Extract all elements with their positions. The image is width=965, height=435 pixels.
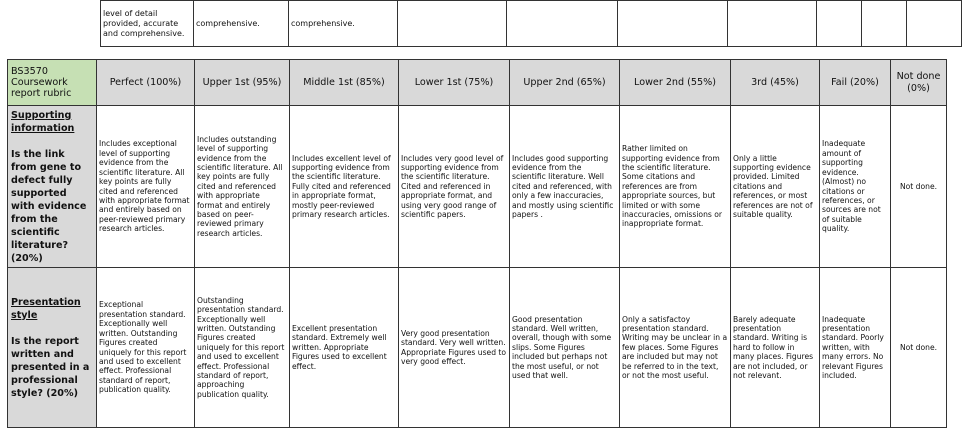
- grade-header: Middle 1st (85%): [290, 60, 399, 106]
- criterion-title: Supporting information: [11, 109, 75, 134]
- rubric-table: [7, 59, 947, 428]
- criterion-question: Is the link from gene to defect fully supported with evidence from the scientific literature? (20%): [11, 148, 87, 264]
- grade-header: Lower 2nd (55%): [620, 60, 731, 106]
- previous-row-cell: [728, 1, 817, 47]
- previous-row-cell: comprehensive.: [194, 1, 289, 47]
- previous-row-cell: level of detail provided, accurate and comprehensive.: [101, 1, 194, 47]
- descriptor-cell: Excellent presentation standard. Extremely well written. Appropriate Figures used to excellent effect.: [290, 268, 399, 428]
- descriptor-cell: Includes outstanding level of supporting evidence from the scientific literature. All key points are fully cited and referenced with appropriate format and entirely based on peer-reviewed primary research articles.: [195, 106, 290, 268]
- previous-row-cell: [398, 1, 507, 47]
- criterion-cell: [8, 268, 97, 428]
- descriptor-cell: Very good presentation standard. Very well written. Appropriate Figures used to very good effect.: [399, 268, 510, 428]
- grade-header: Lower 1st (75%): [399, 60, 510, 106]
- descriptor-cell: Outstanding presentation standard. Exceptionally well written. Outstanding Figures created uniquely for this report and used to excellent effect. Professional standard of report, approaching publication quality.: [195, 268, 290, 428]
- descriptor-cell: Includes very good level of supporting evidence from the scientific literature. Cited and referenced in appropriate format, and using very good range of scientific papers.: [399, 106, 510, 268]
- previous-row-cell: [618, 1, 728, 47]
- criterion-row-presentation-style: [8, 268, 947, 428]
- grade-header: Fail (20%): [820, 60, 891, 106]
- grade-header: Not done (0%): [891, 60, 947, 106]
- descriptor-cell: Exceptional presentation standard. Exceptionally well written. Outstanding Figures created uniquely for this report and used to excellent effect. Professional standard of report, publication quality.: [97, 268, 195, 428]
- previous-row-cell: [907, 1, 962, 47]
- previous-row-cell: comprehensive.: [289, 1, 398, 47]
- criterion-cell: [8, 106, 97, 268]
- previous-row-cell: [817, 1, 862, 47]
- descriptor-cell: Includes excellent level of supporting evidence from the scientific literature. Fully cited and referenced in appropriate format, mostly peer-reviewed primary research articles.: [290, 106, 399, 268]
- rubric-title: BS3570 Coursework report rubric: [8, 60, 97, 106]
- grade-header: 3rd (45%): [731, 60, 820, 106]
- descriptor-cell: Includes good supporting evidence from the scientific literature. Well cited and referenced, with only a few inaccuracies, and mostly using scientific papers .: [510, 106, 620, 268]
- previous-row-cell: [507, 1, 618, 47]
- descriptor-cell: Only a satisfactoy presentation standard. Writing may be unclear in a few places. Some Figures are included but may not be referred to in the text, or not the most useful.: [620, 268, 731, 428]
- previous-row-table: [100, 0, 962, 47]
- previous-row: [101, 1, 962, 47]
- descriptor-cell: Not done.: [891, 268, 947, 428]
- rubric-header-row: [8, 60, 947, 106]
- criterion-title: Presentation style: [11, 296, 81, 321]
- grade-header: Perfect (100%): [97, 60, 195, 106]
- descriptor-cell: Includes exceptional level of supporting evidence from the scientific literature. All key points are fully cited and referenced with appropriate format and entirely based on peer-reviewed primary research articles.: [97, 106, 195, 268]
- descriptor-cell: Barely adequate presentation standard. Writing is hard to follow in many places. Figures are not included, or not relevant.: [731, 268, 820, 428]
- descriptor-cell: Inadequate presentation standard. Poorly written, with many errors. No relevant Figures included.: [820, 268, 891, 428]
- criterion-question: Is the report written and presented in a professional style? (20%): [11, 335, 90, 399]
- descriptor-cell: Inadequate amount of supporting evidence. (Almost) no citations or references, or sources are not of suitable quality.: [820, 106, 891, 268]
- descriptor-cell: Not done.: [891, 106, 947, 268]
- descriptor-cell: Good presentation standard. Well written, overall, though with some slips. Some Figures included but perhaps not the most useful, or not used that well.: [510, 268, 620, 428]
- criterion-row-supporting-information: [8, 106, 947, 268]
- grade-header: Upper 2nd (65%): [510, 60, 620, 106]
- descriptor-cell: Rather limited on supporting evidence from the scientific literature. Some citations and references are from appropriate sources, but limited or with some inaccuracies, omissions or inappropriate format.: [620, 106, 731, 268]
- grade-header: Upper 1st (95%): [195, 60, 290, 106]
- previous-row-cell: [862, 1, 907, 47]
- descriptor-cell: Only a little supporting evidence provided. Limited citations and references, or most references are not of suitable quality.: [731, 106, 820, 268]
